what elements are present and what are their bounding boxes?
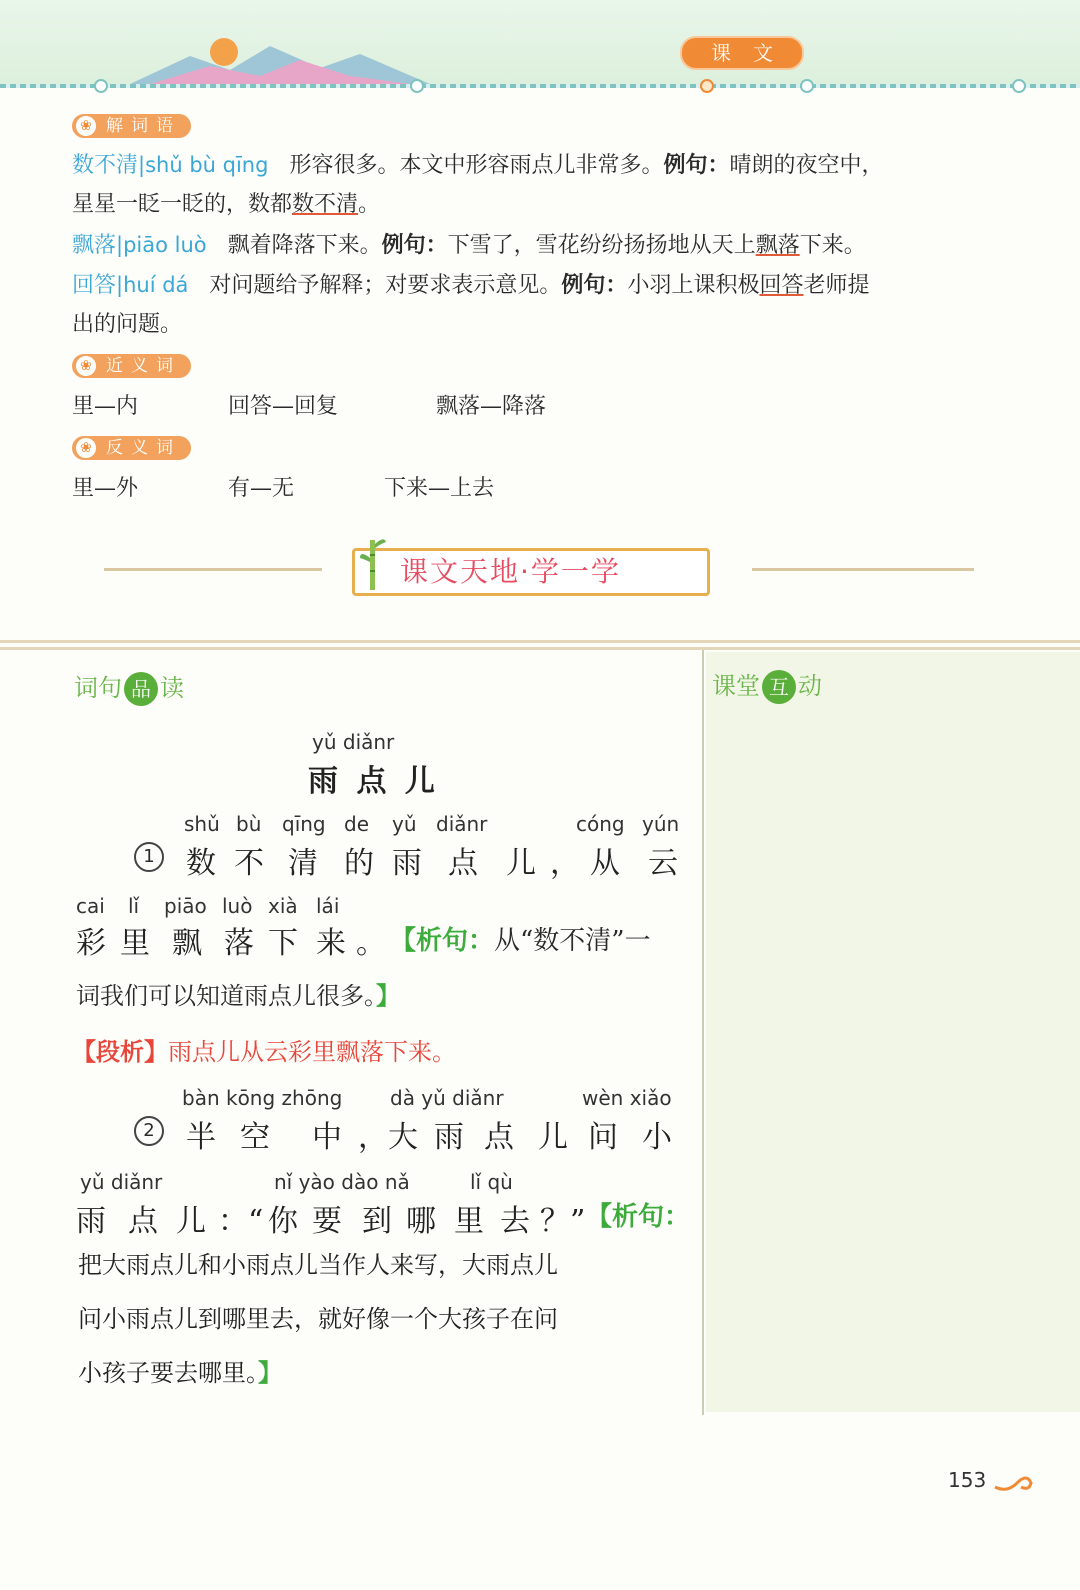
paragraph-number-1: [134, 842, 164, 872]
vocab-pinyin: piāo luò: [123, 233, 207, 257]
lesson-title: 雨 点 儿: [308, 764, 439, 799]
hanzi-char: 彩: [76, 926, 106, 961]
example-highlight: 数不清: [292, 192, 359, 217]
pinyin-group: dà yǔ diǎnr: [390, 1086, 504, 1110]
divider-dot-icon: [700, 79, 714, 93]
hanzi-char: 从: [590, 846, 620, 881]
vocab-definition: 对问题给予解释；对要求表示意见。: [209, 273, 562, 298]
paragraph-analysis: [72, 1032, 456, 1067]
pinyin-syllable: yǔ: [392, 812, 417, 836]
left-heading-text: 词句: [74, 674, 122, 702]
pinyin-syllable: qīng: [282, 812, 326, 836]
vocab-item: [72, 270, 869, 301]
synonym-pair: 飘落—降落: [436, 394, 547, 419]
page-number: [948, 1468, 1033, 1493]
hanzi-char: 到: [362, 1204, 392, 1239]
example-text: 下来。: [799, 233, 866, 258]
pinyin-syllable: shǔ: [184, 812, 220, 836]
left-heading-text: 读: [160, 674, 184, 702]
analysis-text: 词我们可以知道雨点儿很多。: [76, 982, 376, 1010]
title-pinyin: yǔ diǎnr: [312, 730, 395, 754]
vocab-item-cont: [72, 190, 380, 220]
mountain-illustration: [130, 36, 430, 86]
hanzi-char: ，: [550, 846, 580, 881]
vocab-term: 数不清: [72, 153, 139, 178]
hanzi-char: 点: [128, 1204, 158, 1239]
hanzi-char: 下: [268, 926, 298, 961]
hanzi-char: 问: [588, 1120, 618, 1155]
divider-dot-icon: [1012, 79, 1026, 93]
divider-dot-icon: [410, 79, 424, 93]
vocab-item: [72, 230, 866, 261]
antonym-pair: 下来—上去: [384, 476, 495, 501]
pinyin-syllable: luò: [222, 894, 253, 918]
banner-title: 课文天地·学一学: [400, 555, 621, 588]
page-number-text: 153: [948, 1468, 987, 1492]
vocab-item-cont: [72, 310, 182, 340]
banner-right-line: [752, 568, 974, 571]
analysis-text: 把大雨点儿和小雨点儿当作人来写，大雨点儿: [78, 1251, 558, 1279]
pinyin-syllable: bù: [236, 812, 262, 836]
vocab-section-tag: [72, 114, 191, 138]
left-heading: [74, 668, 184, 706]
knot-icon: ❀: [76, 438, 96, 458]
right-heading: [712, 666, 822, 704]
example-label: 例句：: [561, 273, 628, 298]
analysis-text: 问小雨点儿到哪里去，就好像一个大孩子在问: [78, 1305, 558, 1333]
hanzi-char: 雨: [392, 846, 422, 881]
vocab-separator: |: [116, 273, 124, 297]
hanzi-char: 儿: [176, 1204, 206, 1239]
right-heading-text: 动: [798, 672, 822, 700]
antonyms-tag-label: 反义词: [106, 438, 181, 458]
hanzi-char: ，大: [358, 1120, 418, 1155]
circled-number: 2: [134, 1116, 164, 1146]
hanzi-char: 里: [120, 926, 150, 961]
knot-icon: ❀: [76, 356, 96, 376]
column-divider: [702, 650, 704, 1415]
pinyin-group: lǐ qù: [470, 1170, 513, 1194]
pinyin-syllable: xià: [268, 894, 298, 918]
example-text: 出的问题。: [72, 312, 183, 337]
hanzi-char: ？”: [540, 1204, 586, 1239]
hanzi-char: 哪: [406, 1204, 436, 1239]
vocab-separator: |: [138, 153, 146, 177]
example-text: 下雪了，雪花纷纷扬扬地从天上: [447, 233, 756, 258]
antonyms-section-tag: [72, 436, 191, 460]
circled-number: 1: [134, 842, 164, 872]
antonym-pair: 里—外: [72, 476, 139, 501]
hanzi-char: 半: [186, 1120, 216, 1155]
hanzi-char: 中: [312, 1120, 342, 1155]
analysis-end: 】: [258, 1359, 282, 1387]
pinyin-group: yǔ diǎnr: [80, 1170, 163, 1194]
vocab-pinyin: huí dá: [123, 273, 189, 297]
hanzi-char: 你: [268, 1204, 298, 1239]
pinyin-syllable: de: [344, 812, 369, 836]
pinyin-group: nǐ yào dào nǎ: [274, 1170, 410, 1194]
synonym-pair: 回答—回复: [228, 394, 339, 419]
right-heading-text: 课堂: [712, 672, 760, 700]
antonym-pair: 有—无: [228, 476, 295, 501]
hanzi-char: 空: [240, 1120, 270, 1155]
vocab-term: 飘落: [72, 233, 117, 258]
vocab-definition: 形容很多。本文中形容雨点儿非常多。: [289, 153, 664, 178]
hanzi-char: 要: [312, 1204, 342, 1239]
paragraph-analysis-text: 雨点儿从云彩里飘落下来。: [168, 1038, 456, 1066]
hanzi-char: 里: [454, 1204, 484, 1239]
example-label: 例句：: [663, 153, 730, 178]
header-divider: [0, 84, 1080, 88]
hanzi-char: 落: [224, 926, 254, 961]
example-text: 老师提: [803, 273, 870, 298]
pinyin-group: bàn kōng zhōng: [182, 1086, 343, 1110]
hanzi-char: 儿: [506, 846, 536, 881]
hanzi-char: 小: [642, 1120, 672, 1155]
paragraph-number-2: [134, 1116, 164, 1146]
vocab-item: [72, 150, 883, 181]
analysis-last-line: [78, 1346, 282, 1400]
hanzi-char: 的: [344, 846, 374, 881]
sun-icon: [210, 38, 238, 66]
vocab-pinyin: shǔ bù qīng: [145, 153, 269, 177]
vocab-separator: |: [116, 233, 124, 257]
analysis-end: 】: [376, 982, 400, 1010]
pinyin-syllable: piāo: [164, 894, 207, 918]
knot-icon: ❀: [76, 116, 96, 136]
left-heading-badge: 品: [124, 672, 158, 706]
hanzi-char: 雨: [76, 1204, 106, 1239]
pinyin-syllable: cóng: [576, 812, 625, 836]
column-top-rule: [0, 640, 1080, 650]
p1-analysis-line2: [76, 976, 400, 1011]
hanzi-char: 飘: [172, 926, 202, 961]
example-highlight: 回答: [759, 273, 804, 298]
p1-analysis-line1: [390, 920, 651, 957]
hanzi-char: 清: [288, 846, 318, 881]
example-text: 星星一眨一眨的，数都: [72, 192, 293, 217]
synonyms-section-tag: [72, 354, 191, 378]
hanzi-char: 数: [186, 846, 216, 881]
example-text: 小羽上课积极: [627, 273, 760, 298]
hanzi-char: 儿: [538, 1120, 568, 1155]
pinyin-syllable: cai: [76, 894, 105, 918]
pinyin-group: wèn xiǎo: [582, 1086, 672, 1110]
hanzi-char: 去: [500, 1204, 530, 1239]
hanzi-char: 点: [448, 846, 478, 881]
pinyin-syllable: diǎnr: [436, 812, 488, 836]
hanzi-char: ：“: [218, 1204, 264, 1239]
bamboo-icon: [358, 532, 388, 590]
hanzi-char: 。: [356, 926, 386, 961]
analysis-label: 【析句：: [390, 926, 495, 956]
hanzi-char: 云: [648, 846, 678, 881]
right-heading-badge: 互: [762, 670, 796, 704]
vocab-tag-label: 解词语: [106, 116, 181, 136]
vocab-definition: 飘着降落下来。: [227, 233, 382, 258]
banner-left-line: [104, 568, 322, 571]
swirl-ornament-icon: [993, 1471, 1033, 1493]
example-text: 。: [358, 192, 381, 217]
example-label: 例句：: [381, 233, 448, 258]
hanzi-char: 点: [484, 1120, 514, 1155]
example-text: 晴朗的夜空中，: [729, 153, 884, 178]
divider-dot-icon: [800, 79, 814, 93]
pinyin-syllable: yún: [642, 812, 680, 836]
analysis-text: 从“数不清”一: [494, 926, 651, 956]
paragraph-analysis-label: 【段析】: [72, 1038, 168, 1066]
right-column-panel: [706, 652, 1080, 1412]
lesson-tag: 课文: [680, 36, 804, 70]
pinyin-syllable: lǐ: [128, 894, 140, 918]
vocab-term: 回答: [72, 273, 117, 298]
hanzi-char: 来: [316, 926, 346, 961]
synonyms-tag-label: 近义词: [106, 356, 181, 376]
hanzi-char: 雨: [434, 1120, 464, 1155]
pinyin-syllable: lái: [316, 894, 340, 918]
divider-dot-icon: [94, 79, 108, 93]
hanzi-char: 不: [234, 846, 264, 881]
example-highlight: 飘落: [755, 233, 800, 258]
analysis-label: 【析句：: [586, 1202, 691, 1232]
analysis-text: 小孩子要去哪里。: [78, 1359, 258, 1387]
synonym-pair: 里—内: [72, 394, 139, 419]
